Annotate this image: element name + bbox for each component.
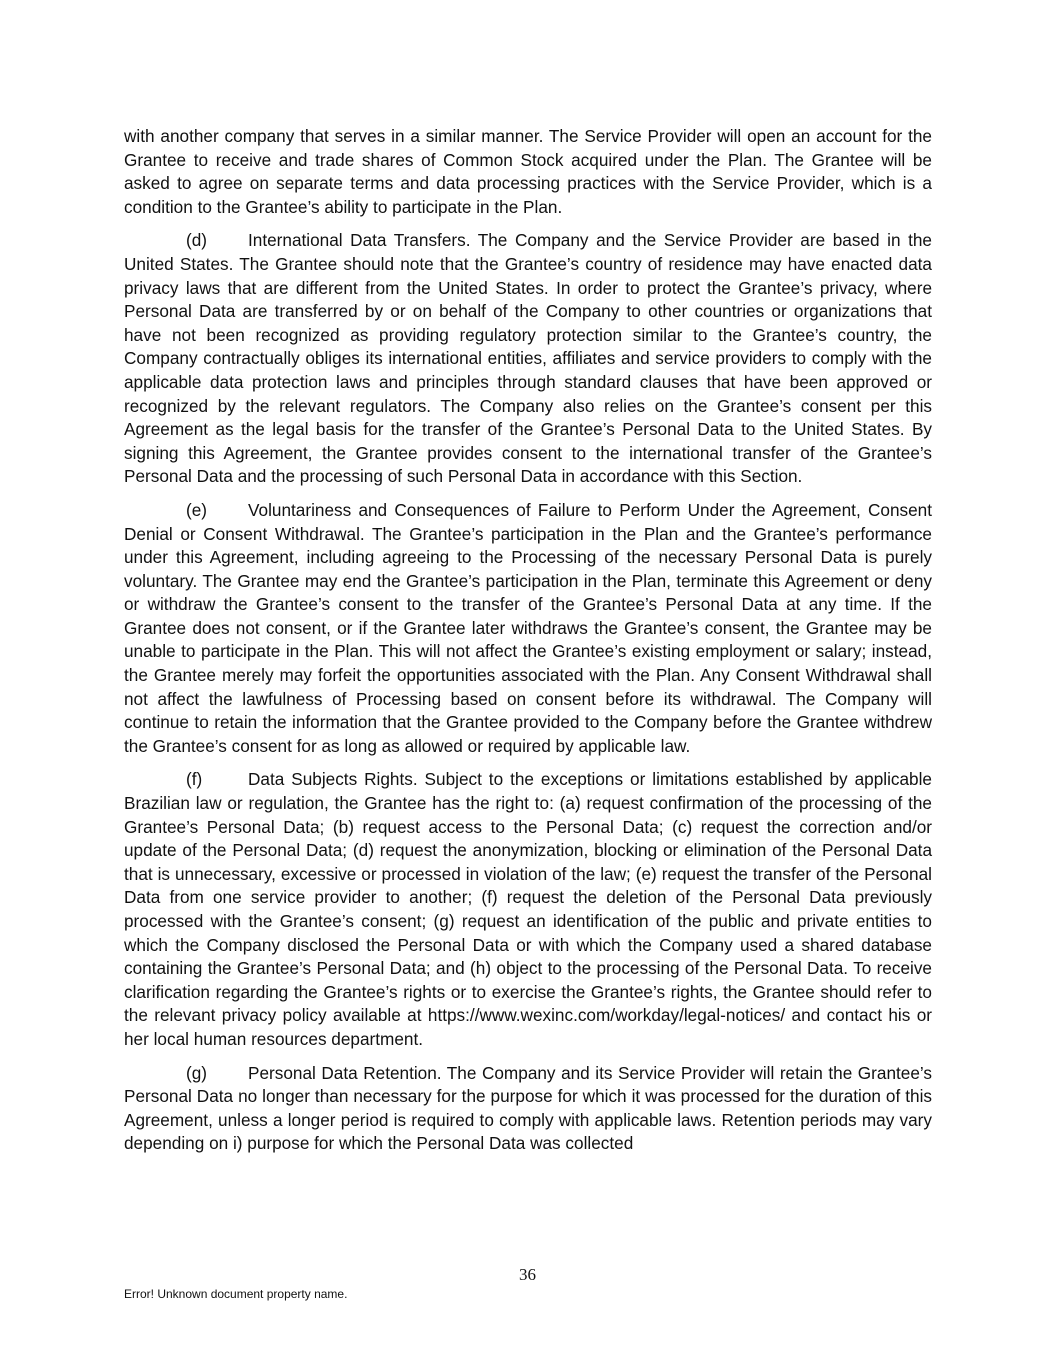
paragraph-label: (f) — [186, 769, 203, 790]
document-body — [124, 125, 932, 1166]
paragraph-label: (d) — [186, 230, 208, 251]
paragraph-text: Data Subjects Rights. Subject to the exceptions or limitations established by applicable Brazilian law or regulation, the Grantee has the right to: (a) request confirmation of the processing of the Grantee’s Personal Data; (b) request access to the Personal Data; (c) request the correction and/or update of the Personal Data; (d) request the anonymization, blocking or elimination of the Personal Data that is unnecessary, excessive or processed in violation of the law; (e) request the transfer of the Personal Data from one service provider to another; (f) request the deletion of the Personal Data previously processed with the Grantee’s consent; (g) request an identification of the public and private entities to which the Company disclosed the Personal Data or with which the Company used a shared database containing the Grantee’s Personal Data; and (h) object to the processing of the Personal Data. To receive clarification regarding the Grantee’s rights or to exercise the Grantee’s rights, the Grantee should refer to the relevant privacy policy available at https://www.wexinc.com/workday/legal-notices/ and contact his or her local human resources department. — [124, 769, 932, 1049]
paragraph-text: International Data Transfers. The Company and the Service Provider are based in the United States. The Grantee should note that the Grantee’s country of residence may have enacted data privacy laws that are different from the United States. In order to protect the Grantee’s privacy, where Personal Data are transferred by or on behalf of the Company to other countries or organizations that have not been recognized as providing regulatory protection similar to the Grantee’s country, the Company contractually obliges its international entities, affiliates and service providers to comply with the applicable data protection laws and principles through standard clauses that have been approved or recognized by the relevant regulators. The Company also relies on the Grantee’s consent per this Agreement as the legal basis for the transfer of the Grantee’s Personal Data to the United States. By signing this Agreement, the Grantee provides consent to the international transfer of the Grantee’s Personal Data and the processing of such Personal Data in accordance with this Section. — [124, 230, 932, 487]
paragraph-continuation — [124, 125, 932, 219]
paragraph-label: (e) — [186, 499, 208, 520]
paragraph-d-international-data-transfers — [124, 229, 932, 489]
page-number: 36 — [519, 1265, 536, 1284]
paragraph-text: Voluntariness and Consequences of Failure to Perform Under the Agreement, Consent Denial or Consent Withdrawal. The Grantee’s participation in the Plan and the Grantee’s performance under this Agreement, including agreeing to the Processing of the necessary Personal Data is purely voluntary. The Grantee may end the Grantee’s participation in the Plan, terminate this Agreement or deny or withdraw the Grantee’s consent to the transfer of the Grantee’s Personal Data at any time. If the Grantee does not consent, or if the Grantee later withdraws the Grantee’s consent, the Grantee may be unable to participate in the Plan. This will not affect the Grantee’s existing employment or salary; instead, the Grantee merely may forfeit the opportunities associated with the Plan. Any Consent Withdrawal shall not affect the lawfulness of Processing based on consent before its withdrawal. The Company will continue to retain the information that the Grantee provided to the Company before the Grantee withdrew the Grantee’s consent for as long as allowed or required by applicable law. — [124, 499, 932, 756]
paragraph-g-data-retention — [124, 1062, 932, 1156]
footer-note: Error! Unknown document property name. — [124, 1287, 348, 1301]
paragraph-text: Personal Data Retention. The Company and its Service Provider will retain the Grantee’s Personal Data no longer than necessary for the purpose for which it was processed for the duration of this Agreement, unless a longer period is required to comply with applicable laws. Retention periods may vary depending on i) purpose for which the Personal Data was collected — [124, 1062, 932, 1154]
paragraph-label: (g) — [186, 1062, 208, 1083]
paragraph-f-data-subjects-rights — [124, 768, 932, 1051]
paragraph-text: with another company that serves in a similar manner. The Service Provider will open an account for the Grantee to receive and trade shares of Common Stock acquired under the Plan. The Grantee will be asked to agree on separate terms and data processing practices with the Service Provider, which is a condition to the Grantee’s ability to participate in the Plan. — [124, 126, 932, 217]
paragraph-e-voluntariness — [124, 499, 932, 759]
